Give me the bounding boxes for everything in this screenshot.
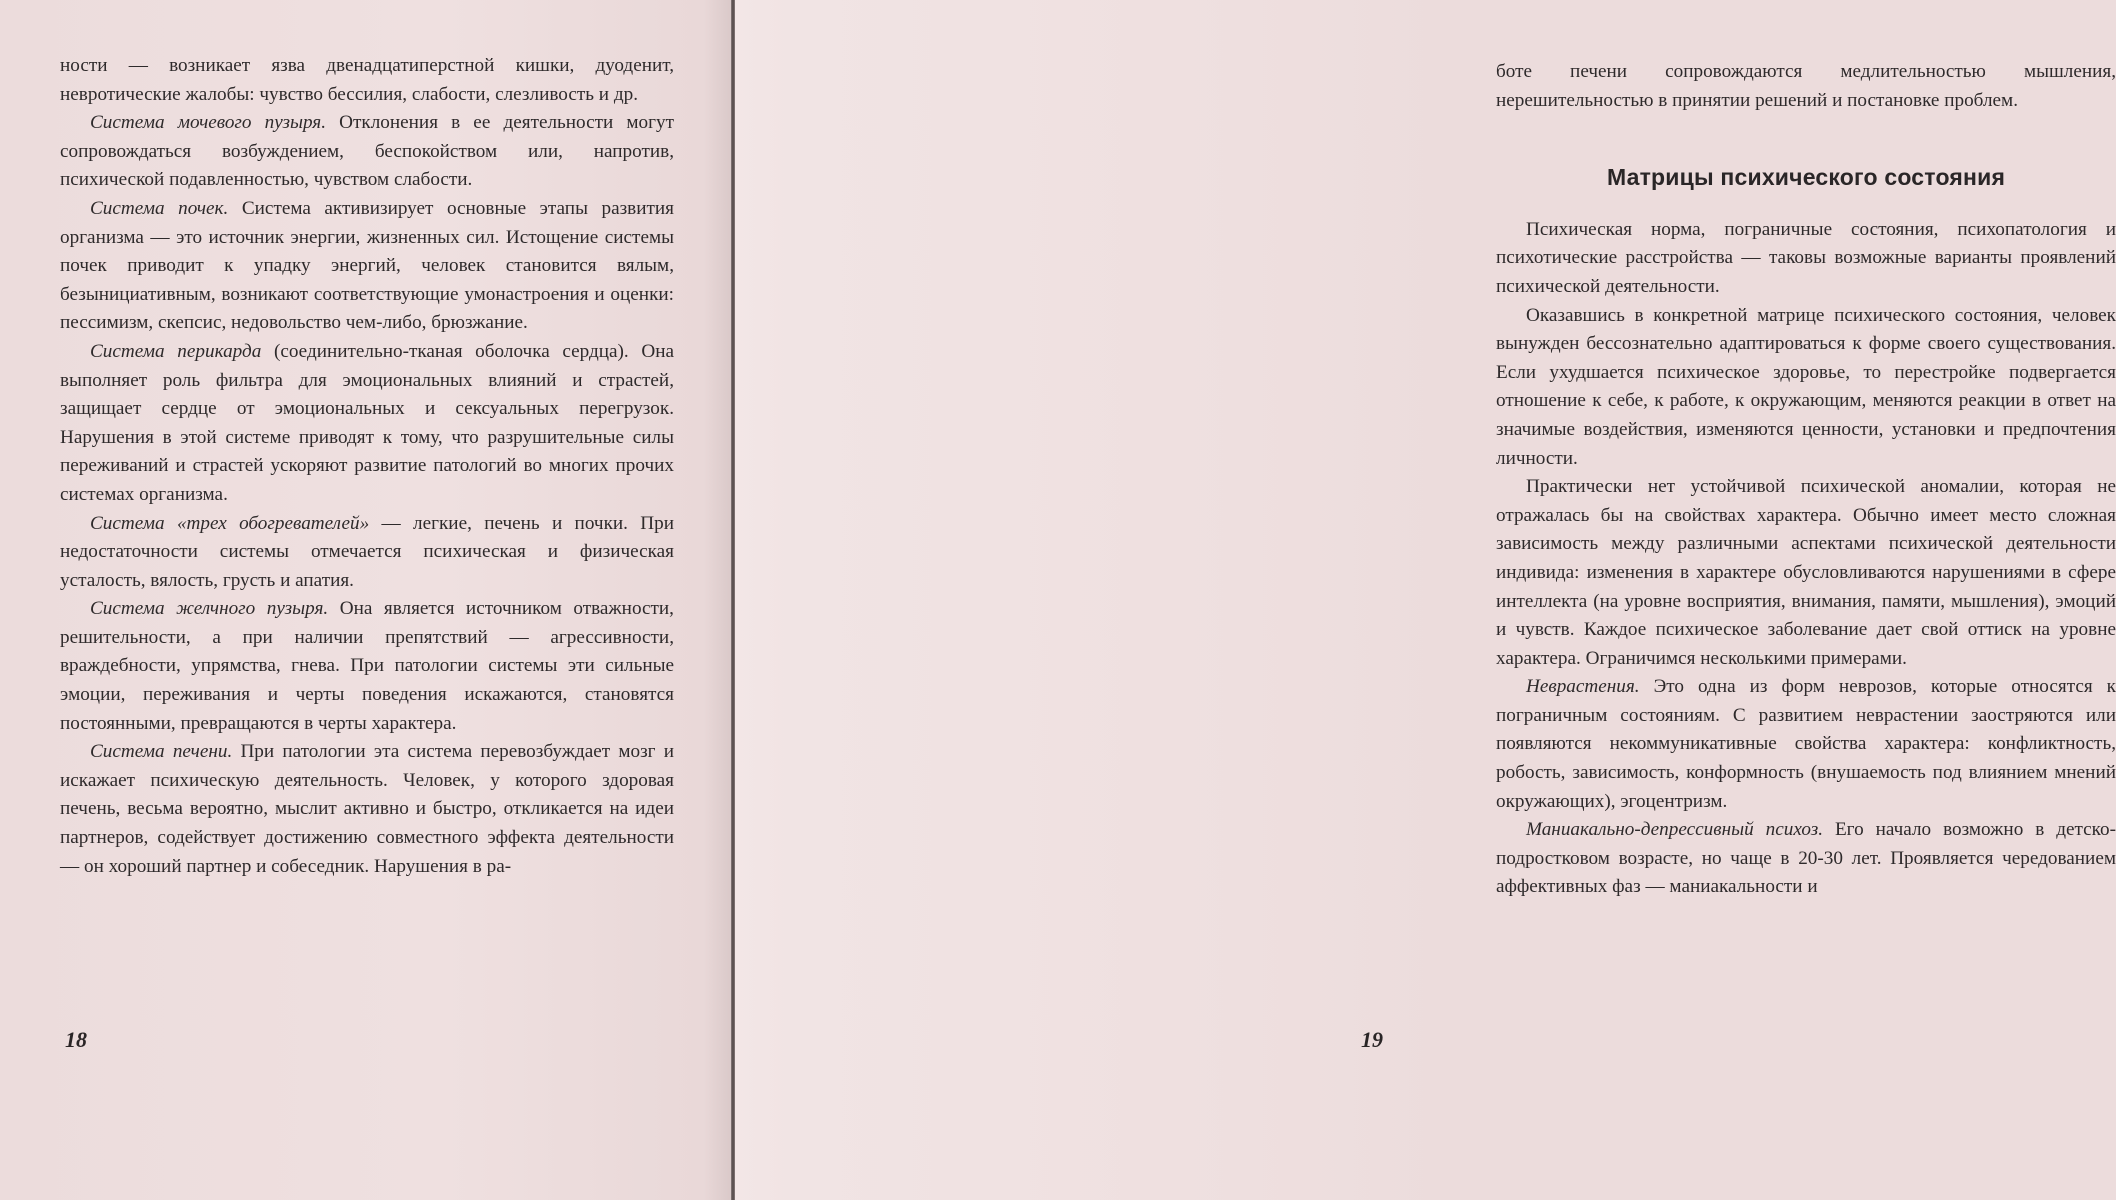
paragraph-text: Она является источником отважности, решительности, а при наличии препятствий — агрессивности, враждебности, упрямства, гнева. При патологии системы эти сильные эмоции, переживания и черты поведения искажаются, становятся постоянными, превращаются в черты характера.	[60, 598, 674, 734]
paragraph-text: Система активизирует основные этапы развития организма — это источник энергии, жизненных сил. Истощение системы почек приводит к упадку энергий, человек становится вялым, безынициативным, возникают соответствующие умонастроения и оценки: пессимизм, скепсис, недовольство чем-либо, брюзжание.	[60, 197, 674, 334]
paragraph	[1496, 673, 2116, 816]
book-gutter	[731, 0, 735, 1200]
paragraph-lead: Маниакально-депрессивный психоз.	[1526, 819, 1823, 841]
paragraph-text: ности — возникает язва двенадцатиперстной кишки, дуоденит, невротические жалобы: чувство бессилия, слабости, слезливость и др.	[60, 55, 674, 105]
paragraph	[60, 338, 674, 510]
paragraph	[1496, 816, 2116, 902]
left-page-text	[60, 52, 674, 881]
paragraph-lead: Неврастения.	[1526, 676, 1640, 698]
paragraph-lead: Система почек.	[90, 197, 229, 219]
section-heading: Матрицы психического состояния	[1606, 164, 2006, 191]
paragraph	[60, 510, 674, 596]
paragraph-text: Отклонения в ее деятельности могут сопровождаться возбуждением, беспокойством или, напротив, психической подавленностью, чувством слабости.	[60, 112, 674, 191]
left-page	[0, 0, 733, 1200]
right-page-text	[1496, 58, 2116, 902]
paragraph-lead: Система «трех обогревателей»	[90, 512, 370, 534]
paragraph-lead: Система мочевого пузыря.	[90, 112, 327, 134]
paragraph-text: При патологии эта система перевозбуждает мозг и искажает психическую деятельность. Человек, у которого здоровая печень, весьма вероятно, мыслит активно и быстро, откликается на идеи партнеров, содействует достижению совместного эффекта деятельности — он хороший партнер и собеседник. Нарушения в ра-	[60, 741, 674, 877]
paragraph-text: Это одна из форм неврозов, которые относятся к пограничным состояниям. С развитием неврастении заостряются или появляются некоммуникативные свойства характера: конфликтность, робость, зависимость, конформность (внушаемость под влиянием мнений окружающих), эгоцентризм.	[1496, 676, 2116, 812]
paragraph	[60, 738, 674, 881]
paragraph-text: Практически нет устойчивой психической аномалии, которая не отражалась бы на свойствах характера. Обычно имеет место сложная зависимость между различными аспектами психической деятельности индивида: изменения в характере обусловливаются нарушениями в сфере интеллекта (на уровне восприятия, внимания, памяти, мышления), эмоций и чувств. Каждое психическое заболевание дает свой оттиск на уровне характера. Ограничимся несколькими примерами.	[1496, 476, 2116, 669]
paragraph	[60, 195, 674, 338]
paragraph-text: Психическая норма, пограничные состояния, психопатология и психотические расстройства — таковы возможные варианты проявлений психической деятельности.	[1496, 218, 2116, 297]
paragraph-lead: Система печени.	[90, 741, 233, 763]
paragraph	[1496, 302, 2116, 474]
paragraph-text: Оказавшись в конкретной матрице психического состояния, человек вынужден бессознательно адаптироваться к форме своего существования. Если ухудшается психическое здоровье, то перестройке подвергается отношение к себе, к работе, к окружающим, меняются реакции в ответ на значимые воздействия, изменяются ценности, установки и предпочтения личности.	[1496, 304, 2116, 469]
paragraph	[60, 52, 674, 109]
paragraph	[1496, 216, 2116, 302]
right-page	[733, 0, 2116, 1200]
paragraph-text: — легкие, печень и почки. При недостаточности системы отмечается психическая и физическая усталость, вялость, грусть и апатия.	[60, 512, 674, 591]
paragraph-lead: Система желчного пузыря.	[90, 598, 329, 620]
page-number-left: 18	[65, 1027, 87, 1052]
paragraph	[1496, 473, 2116, 673]
paragraph-text: (соединительно-тканая оболочка сердца). Она выполняет роль фильтра для эмоциональных влияний и страстей, защищает сердце от эмоциональных и сексуальных перегрузок. Нарушения в этой системе приводят к тому, что разрушительные силы переживаний и страстей ускоряют развитие патологий во многих прочих системах организма.	[60, 340, 674, 505]
page-number-right: 19	[1361, 1027, 1383, 1052]
paragraph	[60, 595, 674, 738]
paragraph-continuation: боте печени сопровождаются медлительностью мышления, нерешительностью в принятии решений и постановке проблем.	[1496, 61, 2116, 111]
paragraph-lead: Система перикарда	[90, 340, 262, 362]
paragraph	[60, 109, 674, 195]
paragraph-text: Его начало возможно в детско-подростковом возрасте, но чаще в 20-30 лет. Проявляется чередованием аффективных фаз — маниакальности и	[1496, 819, 2116, 898]
